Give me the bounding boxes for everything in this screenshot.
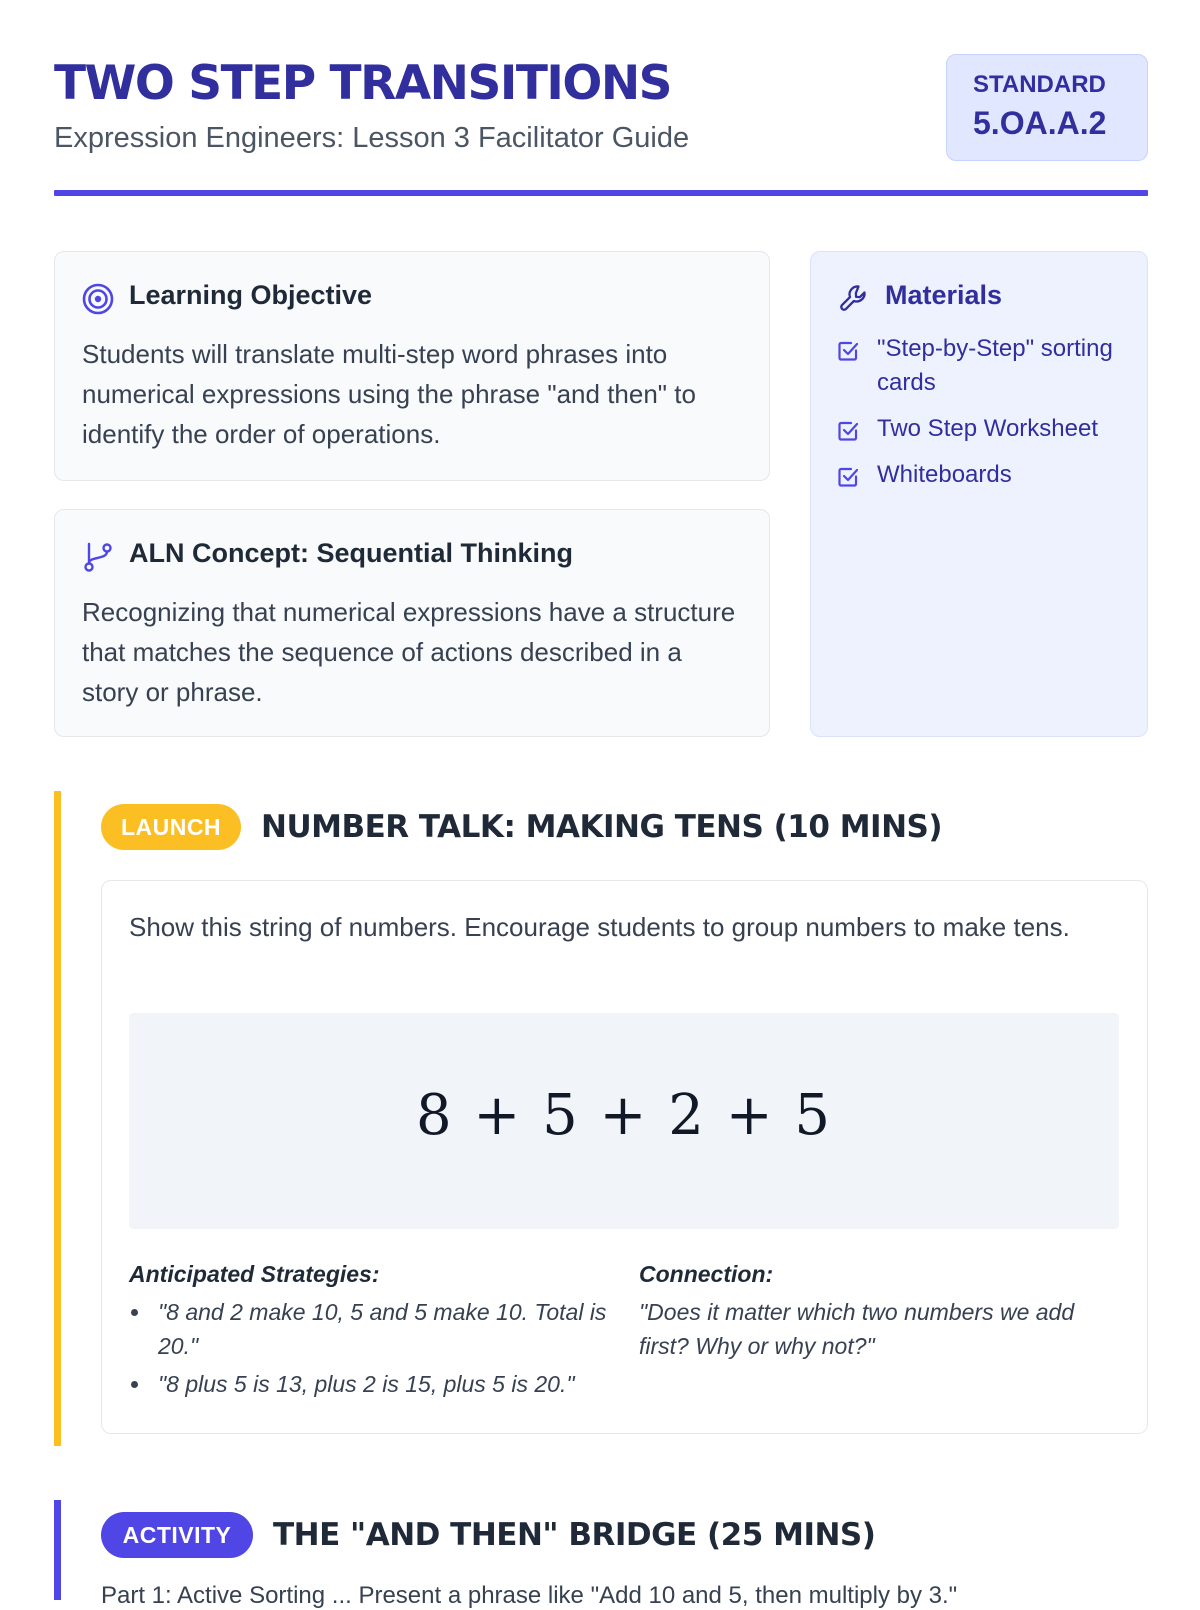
- launch-intro-text: Show this string of numbers. Encourage students to group numbers to make tens.: [129, 912, 1070, 942]
- launch-pill: LAUNCH: [101, 804, 241, 850]
- materials-item-label: Two Step Worksheet: [877, 415, 1098, 442]
- learning-objective-title: Learning Objective: [129, 280, 373, 310]
- launch-section-bar: [54, 791, 61, 1446]
- checkbox-icon: [837, 420, 859, 442]
- activity-partial-text: Part 1: Active Sorting ... Present a phrase like "Add 10 and 5, then multiply by 3.": [101, 1582, 958, 1609]
- header-divider: [54, 190, 1148, 196]
- checkbox-icon: [837, 340, 859, 362]
- connection-text: "Does it matter which two numbers we add first? Why or why not?": [639, 1299, 1075, 1359]
- materials-card: [810, 251, 1148, 737]
- materials-item: [837, 332, 1127, 400]
- strategy-item: "8 and 2 make 10, 5 and 5 make 10. Total is 20.": [129, 1295, 609, 1363]
- learning-objective-card: [54, 251, 770, 481]
- page-subtitle: Expression Engineers: Lesson 3 Facilitator Guide: [54, 122, 690, 154]
- strategy-item: "8 plus 5 is 13, plus 2 is 15, plus 5 is 20.": [129, 1367, 609, 1401]
- wrench-icon: [837, 282, 871, 316]
- materials-item-label: Whiteboards: [877, 461, 1012, 488]
- aln-concept-text: Recognizing that numerical expressions have a structure that matches the sequence of actions described in a story or phrase.: [82, 597, 736, 707]
- math-expression: 8 + 5 + 2 + 5: [415, 1083, 833, 1148]
- page-title: TWO STEP TRANSITIONS: [54, 56, 672, 111]
- page-header: [54, 52, 1148, 197]
- standard-badge: [946, 54, 1148, 161]
- materials-item-label: "Step-by-Step" sorting cards: [877, 335, 1113, 396]
- materials-item: [837, 458, 1127, 492]
- target-icon: [81, 282, 115, 316]
- standard-label: STANDARD: [973, 71, 1106, 98]
- activity-section-title: THE "AND THEN" BRIDGE (25 MINS): [273, 1517, 876, 1553]
- aln-concept-title: ALN Concept: Sequential Thinking: [129, 538, 573, 568]
- activity-section-bar: [54, 1500, 61, 1600]
- learning-objective-text: Students will translate multi-step word phrases into numerical expressions using the phrase "and then" to identify the order of operations.: [82, 339, 696, 449]
- aln-concept-card: [54, 509, 770, 737]
- strategies-heading: Anticipated Strategies:: [129, 1261, 380, 1287]
- strategies-list: [129, 1295, 609, 1405]
- git-branch-icon: [81, 540, 115, 574]
- checkbox-icon: [837, 466, 859, 488]
- standard-code: 5.OA.A.2: [973, 105, 1107, 141]
- activity-pill: ACTIVITY: [101, 1512, 253, 1558]
- launch-content-box: [101, 880, 1148, 1434]
- materials-title: Materials: [885, 280, 1003, 310]
- materials-item: [837, 412, 1127, 446]
- connection-heading: Connection:: [639, 1261, 774, 1287]
- launch-section-title: NUMBER TALK: MAKING TENS (10 MINS): [261, 809, 943, 845]
- materials-list: [837, 332, 1127, 504]
- expression-display: [129, 1013, 1119, 1229]
